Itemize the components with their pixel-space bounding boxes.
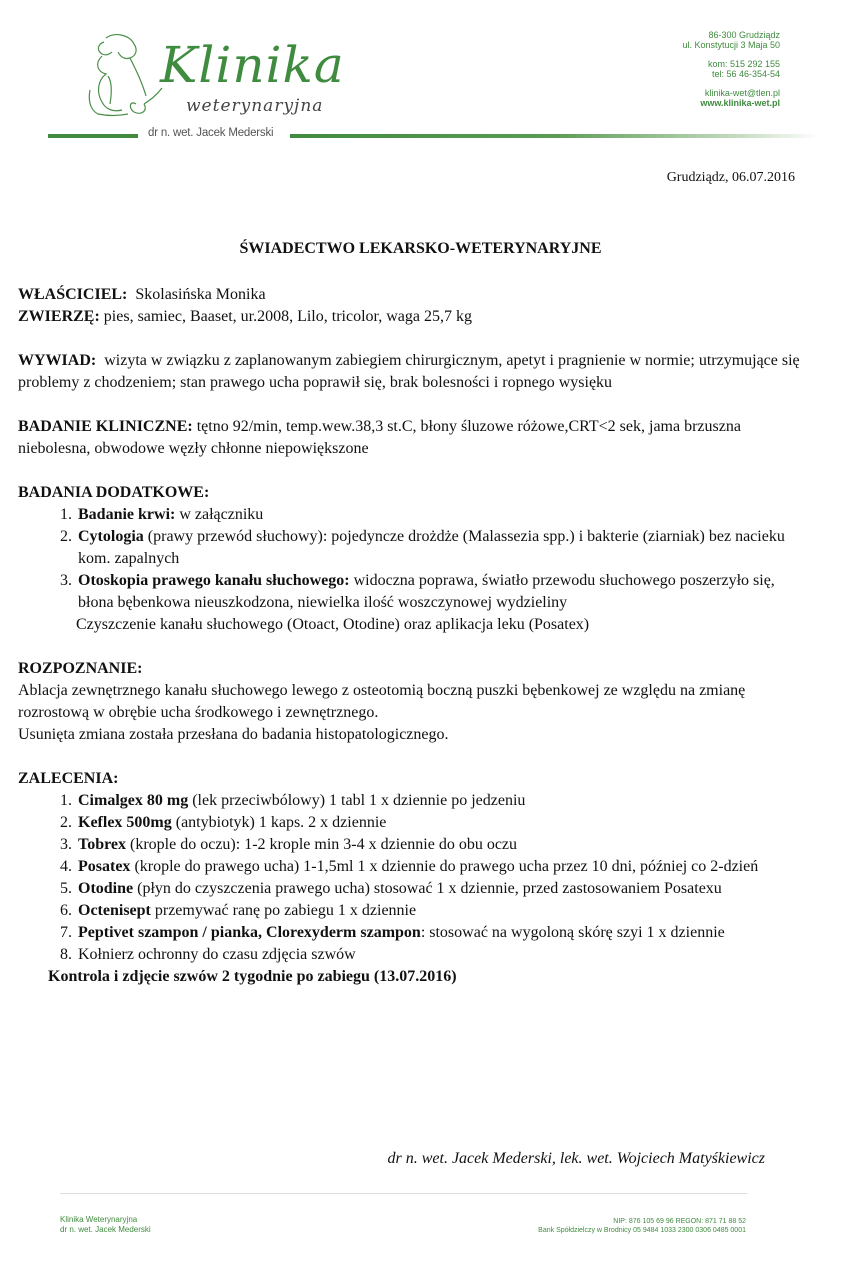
contact-mobile: kom: 515 292 155 (707, 59, 780, 69)
footer-tax-ids: NIP: 876 105 69 96 REGON: 871 71 88 52 (613, 1218, 746, 1225)
diagnosis-label: ROZPOZNANIE: (18, 660, 143, 677)
list-item (76, 526, 808, 570)
item-text: przemywać ranę po zabiegu 1 x dziennie (150, 902, 417, 919)
logo-subtitle: weterynaryjna (186, 96, 324, 116)
item-bold: Octenisept (78, 902, 151, 919)
list-item (76, 922, 808, 944)
list-item (76, 504, 808, 526)
contact-email[interactable]: klinika-wet@tlen.pl (704, 88, 780, 98)
item-text: : stosować na wygoloną skórę szyi 1 x dziennie (420, 924, 725, 941)
item-text: widoczna poprawa, światło przewodu słuchowego poszerzyło się, błona bębenkowa nieuszkodzona, niewielka ilość woszczynowej wydzieliny (78, 572, 775, 611)
history-value: wizyta w związku z zaplanowanym zabiegiem chirurgicznym, apetyt i pragnienie w normie; utrzymujące się problemy z chodzeniem; stan prawego ucha poprawił się, brak bolesności i ropnego wysięku (18, 352, 800, 391)
signature: dr n. wet. Jacek Mederski, lek. wet. Wojciech Matyśkiewicz (387, 1150, 765, 1167)
item-bold: Otodine (78, 880, 134, 897)
owner-value: Skolasińska Monika (135, 286, 266, 303)
footer-clinic-name: Klinika Weterynaryjna (60, 1215, 138, 1224)
list-item (76, 570, 808, 614)
item-bold: Cimalgex 80 mg (78, 792, 189, 809)
diagnosis-text: Ablacja zewnętrznego kanału słuchowego lewego z osteotomią boczną puszki bębenkowej ze względu na zmianę rozrostową w obrębie ucha środkowego i zewnętrznego. (18, 682, 746, 721)
item-text: (lek przeciwbólowy) 1 tabl 1 x dziennie po jedzeniu (188, 792, 526, 809)
recommendations-list (18, 790, 808, 966)
footer-company-info (538, 1217, 746, 1235)
list-item (76, 790, 808, 812)
item-text: (antybiotyk) 1 kaps. 2 x dziennie (171, 814, 387, 831)
item-text: (krople do prawego ucha) 1-1,5ml 1 x dziennie do prawego ucha przez 10 dni, później co 2-dzień (130, 858, 759, 875)
item-text: Kołnierz ochronny do czasu zdjęcia szwów (78, 946, 356, 963)
item-bold: Cytologia (78, 528, 144, 545)
clinic-contact (682, 30, 780, 108)
contact-street: ul. Konstytucji 3 Maja 50 (682, 40, 780, 50)
additional-tests-label: BADANIA DODATKOWE: (18, 484, 210, 501)
place-date: Grudziądz, 06.07.2016 (666, 170, 795, 185)
clinical-exam-value: tętno 92/min, temp.wew.38,3 st.C, błony śluzowe różowe,CRT<2 sek, jama brzuszna niebolesna, obwodowe węzły chłonne niepowiększone (18, 418, 741, 457)
document-title: ŚWIADECTWO LEKARSKO-WETERYNARYJNE (239, 240, 602, 257)
list-item (76, 944, 808, 966)
dog-cat-outline-icon (84, 30, 164, 120)
animal-value: pies, samiec, Baaset, ur.2008, Lilo, tricolor, waga 25,7 kg (103, 308, 472, 325)
contact-postal: 86-300 Grudziądz (708, 30, 780, 40)
animal-label: ZWIERZĘ: (18, 308, 100, 325)
footer-bank-account: Bank Spółdzielczy w Brodnicy 05 9484 1033 2300 0306 0485 0001 (538, 1227, 746, 1234)
item-bold: Tobrex (78, 836, 127, 853)
item-bold: Posatex (78, 858, 131, 875)
footer-clinic (60, 1215, 151, 1235)
clinical-exam-label: BADANIE KLINICZNE: (18, 418, 193, 435)
item-text: (krople do oczu): 1-2 krople min 3-4 x dziennie do obu oczu (126, 836, 518, 853)
animal-line (18, 306, 808, 328)
clinical-exam-section (18, 416, 808, 460)
item-bold: Keflex 500mg (78, 814, 172, 831)
item-text: (płyn do czyszczenia prawego ucha) stosować 1 x dziennie, przed zastosowaniem Posatexu (133, 880, 722, 897)
history-label: WYWIAD: (18, 352, 97, 369)
history-section (18, 350, 808, 394)
footer-divider (60, 1193, 747, 1194)
owner-label: WŁAŚCICIEL: (18, 286, 128, 303)
footer-doctor-name: dr n. wet. Jacek Mederski (60, 1225, 151, 1234)
list-item (76, 856, 808, 878)
header-divider-right (290, 134, 820, 138)
additional-tests-note: Czyszczenie kanału słuchowego (Otoact, Otodine) oraz aplikacja leku (Posatex) (76, 616, 590, 633)
list-item (76, 878, 808, 900)
item-text: w załączniku (175, 506, 264, 523)
contact-phone: tel: 56 46-354-54 (711, 69, 780, 79)
item-bold: Otoskopia prawego kanału słuchowego: (78, 572, 350, 589)
item-text: (prawy przewód słuchowy): pojedyncze drożdże (Malassezia spp.) i bakterie (ziarniak) bez nacieku kom. zapalnych (78, 528, 785, 567)
contact-website[interactable]: www.klinika-wet.pl (700, 98, 780, 108)
diagnosis-note: Usunięta zmiana została przesłana do badania histopatologicznego. (18, 726, 449, 743)
list-item (76, 812, 808, 834)
item-bold: Peptivet szampon / pianka, Clorexyderm szampon (78, 924, 421, 941)
item-bold: Badanie krwi: (78, 506, 176, 523)
list-item (76, 834, 808, 856)
logo-doctor-name: dr n. wet. Jacek Mederski (148, 127, 274, 139)
list-item (76, 900, 808, 922)
logo-title: Klinika (160, 36, 345, 94)
document-body (18, 284, 808, 988)
header-divider-left (48, 134, 138, 138)
owner-line (18, 284, 808, 306)
additional-tests-list (18, 504, 808, 614)
recommendations-label: ZALECENIA: (18, 770, 119, 787)
follow-up-control: Kontrola i zdjęcie szwów 2 tygodnie po zabiegu (13.07.2016) (48, 968, 457, 985)
